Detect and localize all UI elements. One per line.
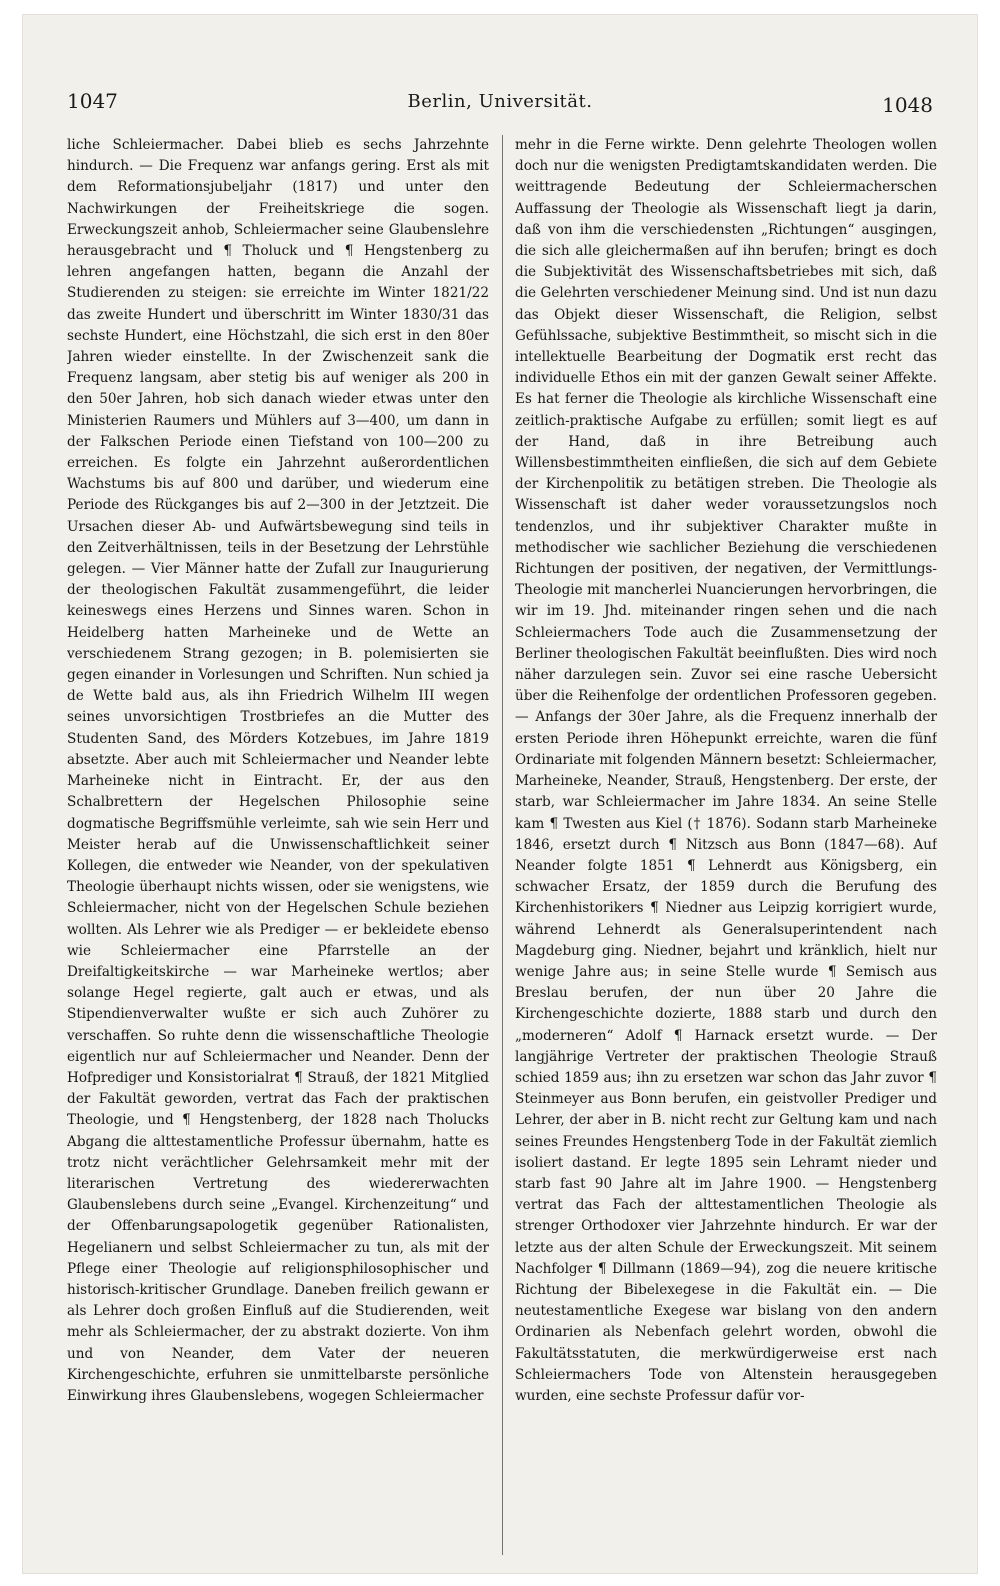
page-number-right: 1048 [882,93,933,117]
page-number-left: 1047 [67,89,118,113]
page-header [23,15,977,125]
column-left-text: liche Schleiermacher. Dabei blieb es sechs Jahrzehnte hindurch. — Die Frequenz war anfangs gering. Erst als mit dem Reformationsjubeljahr (1817) und unter den Nachwirkungen der Freiheitskriege die sogen. Erweckungszeit anhob, Schleiermacher seine Glaubenslehre herausgebracht und ¶ Tholuck und ¶ Hengstenberg zu lehren angefangen hatten, begann die Anzahl der Studierenden zu steigen: sie erreichte im Winter 1821/22 das zweite Hundert und überschritt im Winter 1830/31 das sechste Hundert, eine Höchstzahl, die sich erst in den 80er Jahren wieder einstellte. In der Zwischenzeit sank die Frequenz langsam, aber stetig bis auf weniger als 200 in den 50er Jahren, hob sich danach wieder etwas unter den Ministerien Raumers und Mühlers auf 3—400, um dann in der Falkschen Periode einen Tiefstand von 100—200 zu erreichen. Es folgte ein Jahrzehnt außerordentlichen Wachstums bis auf 800 und darüber, und wiederum eine Periode des Rückganges bis auf 2—300 in der Jetztzeit. Die Ursachen dieser Ab- und Aufwärtsbewegung sind teils in den Zeitverhältnissen, teils in der Besetzung der Lehrstühle gelegen. — Vier Männer hatte der Zufall zur Inaugurierung der theologischen Fakultät zusammengeführt, die leider keineswegs eines Herzens und Sinnes waren. Schon in Heidelberg hatten Marheineke und de Wette an verschiedenem Strang gezogen; in B. polemisierten sie gegen einander in Vorlesungen und Schriften. Nun schied ja de Wette bald aus, als ihn Friedrich Wilhelm III wegen seines unvorsichtigen Trostbriefes an die Mutter des Studenten Sand, des Mörders Kotzebues, im Jahre 1819 absetzte. Aber auch mit Schleiermacher und Neander lebte Marheineke nicht in Eintracht. Er, der aus den Schalbrettern der Hegelschen Philosophie seine dogmatische Begriffsmühle verleimte, sah wie sein Herr und Meister herab auf die Unwissenschaftlichkeit seiner Kollegen, die entweder wie Neander, von der spekulativen Theologie überhaupt nichts wissen, oder sie wenigstens, wie Schleiermacher, nicht von der Hegelschen Schule beziehen wollten. Als Lehrer wie als Prediger — er bekleidete ebenso wie Schleiermacher eine Pfarrstelle an der Dreifaltigkeitskirche — war Marheineke wertlos; aber solange Hegel regierte, galt auch er etwas, und als Stipendienverwalter wußte er sich auch Zuhörer zu verschaffen. So ruhte denn die wissenschaftliche Theologie eigentlich nur auf Schleiermacher und Neander. Denn der Hofprediger und Konsistorialrat ¶ Strauß, der 1821 Mitglied der Fakultät geworden, vertrat das Fach der praktischen Theologie, und ¶ Hengstenberg, der 1828 nach Tholucks Abgang die alttestamentliche Professur übernahm, hatte es trotz nicht verächtlicher Gelehrsamkeit mehr mit der literarischen Vertretung des wiedererwachten Glaubenslebens durch seine „Evangel. Kirchenzeitung“ und der Offenbarungsapologetik gegenüber Rationalisten, Hegelianern und selbst Schleiermacher zu tun, als mit der Pflege einer Theologie auf religionsphilosophischer und historisch-kritischer Grundlage. Daneben freilich gewann er als Lehrer doch großen Einfluß auf die Studierenden, weit mehr als Schleiermacher, der zu abstrakt dozierte. Von ihm und von Neander, dem Vater der neueren Kirchengeschichte, erfuhren sie unmittelbarste persönliche Einwirkung ihres Glaubenslebens, wogegen Schleiermacher [67,137,489,1404]
column-left [67,135,489,1555]
column-right [515,135,937,1555]
running-head: Berlin, Universität. [407,91,593,112]
text-columns [67,135,937,1555]
page [22,14,978,1574]
column-right-text: mehr in die Ferne wirkte. Denn gelehrte Theologen wollen doch nur die wenigsten Predigtamtskandidaten werden. Die weittragende Bedeutung der Schleiermacherschen Auffassung der Theologie als Wissenschaft liegt ja darin, daß von ihm die verschiedensten „Richtungen“ ausgingen, die sich alle gleichermaßen auf ihn berufen; bringt es doch die Subjektivität des Wissenschaftsbetriebes mit sich, daß die Gelehrten verschiedener Meinung sind. Und ist nun dazu das Objekt dieser Wissenschaft, die Religion, selbst Gefühlssache, subjektive Bestimmtheit, so mischt sich in die intellektuelle Bearbeitung der Dogmatik erst recht das individuelle Ethos ein mit der ganzen Gewalt seiner Affekte. Es hat ferner die Theologie als kirchliche Wissenschaft eine zeitlich-praktische Aufgabe zu erfüllen; somit liegt es auf der Hand, daß in ihre Betreibung auch Willensbestimmtheiten einfließen, die sich auf dem Gebiete der Kirchenpolitik zu betätigen streben. Die Theologie als Wissenschaft ist daher weder voraussetzungslos noch tendenzlos, und ihr subjektiver Charakter mußte in methodischer wie sachlicher Beziehung die verschiedenen Richtungen der positiven, der negativen, der Vermittlungs-Theologie mit mancherlei Nuancierungen hervorbringen, die wir im 19. Jhd. miteinander ringen sehen und die nach Schleiermachers Tode auch die Zusammensetzung der Berliner theologischen Fakultät beeinflußten. Dies wird noch näher darzulegen sein. Zuvor sei eine rasche Uebersicht über die Reihenfolge der ordentlichen Professoren gegeben. — Anfangs der 30er Jahre, als die Frequenz innerhalb der ersten Periode ihren Höhepunkt erreichte, waren die fünf Ordinariate mit folgenden Männern besetzt: Schleiermacher, Marheineke, Neander, Strauß, Hengstenberg. Der erste, der starb, war Schleiermacher im Jahre 1834. An seine Stelle kam ¶ Twesten aus Kiel († 1876). Sodann starb Marheineke 1846, ersetzt durch ¶ Nitzsch aus Bonn (1847—68). Auf Neander folgte 1851 ¶ Lehnerdt aus Königsberg, ein schwacher Ersatz, der 1859 durch die Berufung des Kirchenhistorikers ¶ Niedner aus Leipzig korrigiert wurde, während Lehnerdt als Generalsuperintendent nach Magdeburg ging. Niedner, bejahrt und kränklich, hielt nur wenige Jahre aus; in seine Stelle wurde ¶ Semisch aus Breslau berufen, der nun über 20 Jahre die Kirchengeschichte dozierte, 1888 starb und durch den „moderneren“ Adolf ¶ Harnack ersetzt wurde. — Der langjährige Vertreter der praktischen Theologie Strauß schied 1859 aus; ihn zu ersetzen war schon das Jahr zuvor ¶ Steinmeyer aus Bonn berufen, ein geistvoller Prediger und Lehrer, der aber in B. nicht recht zur Geltung kam und nach seines Freundes Hengstenberg Tode in der Fakultät ziemlich isoliert dastand. Er legte 1895 sein Lehramt nieder und starb fast 90 Jahre alt im Jahre 1900. — Hengstenberg vertrat das Fach der alttestamentlichen Theologie als strenger Orthodoxer vier Jahrzehnte hindurch. Er war der letzte aus der alten Schule der Erweckungszeit. Mit seinem Nachfolger ¶ Dillmann (1869—94), zog die neuere kritische Richtung der Bibelexegese in die Fakultät ein. — Die neutestamentliche Exegese war bislang von den andern Ordinarien als Nebenfach gelehrt worden, obwohl die Fakultätsstatuten, die merkwürdigerweise erst nach Schleiermachers Tode von Altenstein herausgegeben wurden, eine sechste Professur dafür vor- [515,137,937,1404]
column-divider [502,135,503,1555]
